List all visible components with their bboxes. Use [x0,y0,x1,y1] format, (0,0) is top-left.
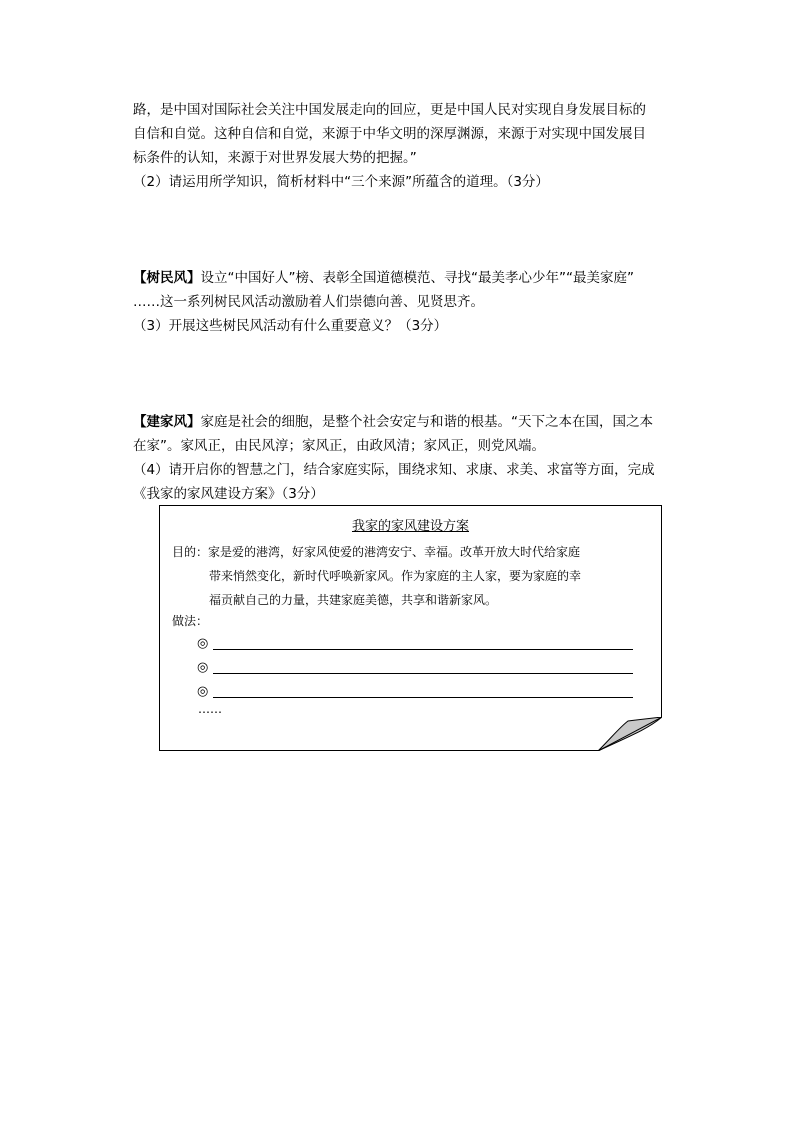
method-row [197,660,633,678]
bullet-icon: ◎ [197,636,209,651]
method-row [197,636,633,654]
page-curl-icon [598,717,662,751]
text-line: 在家”。家风正，由民风淳；家风正，由政风清；家风正，则党风端。 [133,438,545,454]
text-line: 家庭是社会的细胞，是整个社会安定与和谐的根基。“天下之本在国，国之本 [200,414,653,430]
plan-box [159,505,662,751]
text-line: 设立“中国好人”榜、表彰全国道德模范、寻找“最美孝心少年”“最美家庭” [200,270,634,286]
question-4-cont: 《我家的家风建设方案》（3分） [133,486,324,502]
section-tag-shuminfeng: 【树民风】 [133,270,201,286]
answer-line[interactable] [213,649,633,650]
bullet-icon: ◎ [197,684,209,699]
text-line: 自信和自觉。这种自信和自觉，来源于中华文明的深厚渊源，来源于对实现中国发展目 [133,126,646,142]
question-3: （3）开展这些树民风活动有什么重要意义？（3分） [133,318,448,334]
material-section-3 [133,410,673,506]
text-line: ……这一系列树民风活动激励着人们崇德向善、见贤思齐。 [133,294,484,310]
question-2: （2）请运用所学知识，简析材料中“三个来源”所蕴含的道理。（3分） [133,174,549,190]
text-line: 标条件的认知，来源于对世界发展大势的把握。” [133,150,417,166]
purpose-line: 目的：家是爱的港湾，好家风使爱的港湾安宁、幸福。改革开放大时代给家庭 [172,545,581,559]
answer-line[interactable] [213,673,633,674]
ellipsis: …… [198,702,222,716]
plan-title: 我家的家风建设方案 [351,519,469,534]
method-row [197,684,633,702]
method-label: 做法： [172,614,209,628]
material-section-2 [133,266,673,338]
answer-line[interactable] [213,697,633,698]
text-line: 路，是中国对国际社会关注中国发展走向的回应，更是中国人民对实现自身发展目标的 [133,102,646,118]
question-4: （4）请开启你的智慧之门，结合家庭实际，围绕求知、求康、求美、求富等方面，完成 [133,462,655,478]
purpose-line: 带来悄然变化，新时代呼唤新家风。作为家庭的主人家，要为家庭的幸 [209,569,582,583]
plan-purpose [172,540,581,612]
bullet-icon: ◎ [197,660,209,675]
purpose-line: 福贡献自己的力量，共建家庭美德，共享和谐新家风。 [209,593,498,607]
material-section-1 [133,98,673,194]
section-tag-jianjiafeng: 【建家风】 [133,414,201,430]
